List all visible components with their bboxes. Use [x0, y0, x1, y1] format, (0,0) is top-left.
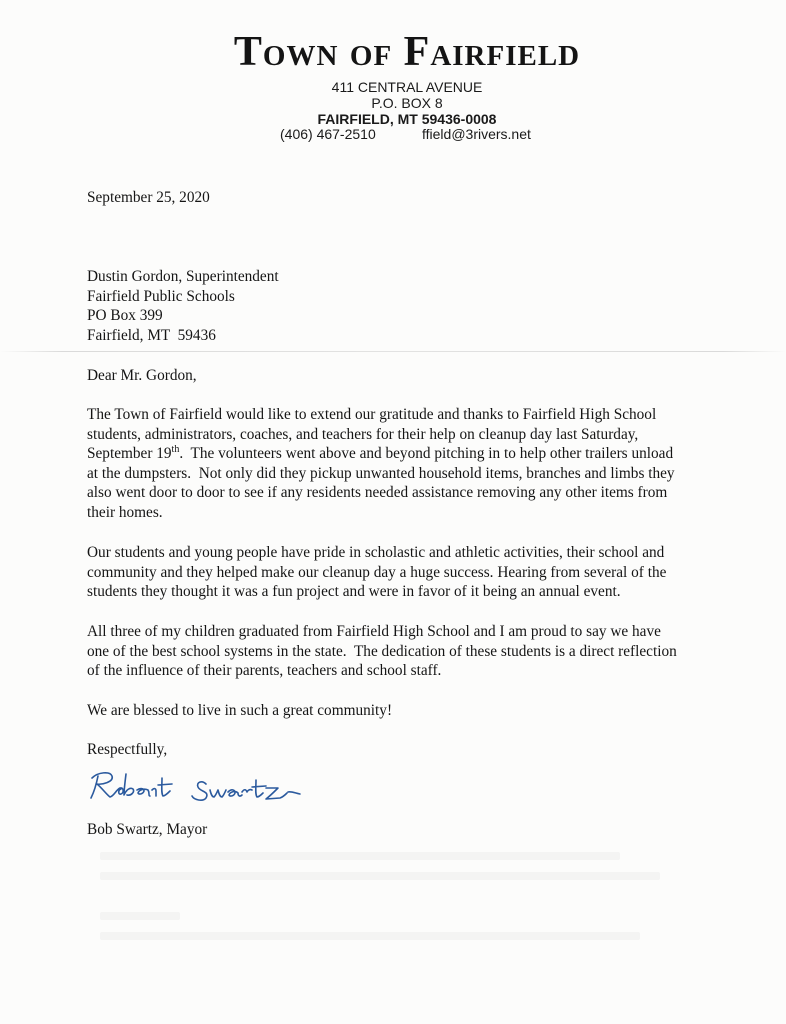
recipient-name-title: Dustin Gordon, Superintendent	[87, 268, 279, 285]
letterhead-title: Town of Fairfield	[233, 29, 581, 75]
salutation: Dear Mr. Gordon,	[87, 367, 197, 384]
signer-name-title: Bob Swartz, Mayor	[87, 821, 208, 838]
paragraph-line: community and they helped make our cleanup day a huge success. Hearing from several of the	[87, 563, 667, 581]
paragraph-line: one of the best school systems in the state. The dedication of these students is a direct reflection	[87, 642, 677, 660]
bleed-through-mark	[100, 872, 660, 880]
paragraph-line: students they thought it was a fun project and were in favor of it being an annual event.	[87, 583, 621, 601]
letterhead-email: ffield@3rivers.net	[422, 126, 531, 142]
paragraph-line: of the influence of their parents, teachers and school staff.	[87, 662, 442, 680]
closing: Respectfully,	[87, 741, 168, 758]
paragraph-line: The Town of Fairfield would like to extend our gratitude and thanks to Fairfield High School	[87, 406, 657, 423]
date-text: September 19	[87, 445, 172, 463]
signature-strokes	[91, 773, 300, 800]
ordinal-suffix: th	[171, 444, 180, 456]
bleed-through-mark	[100, 912, 180, 920]
bleed-through-mark	[100, 852, 620, 860]
letterhead-phone: (406) 467-2510	[280, 126, 376, 142]
paragraph-line: students, administrators, coaches, and teachers for their help on cleanup day last Saturday,	[87, 425, 639, 443]
letterhead-po-box: P.O. BOX 8	[371, 95, 443, 111]
body-paragraph-4: We are blessed to live in such a great community!	[87, 702, 393, 719]
letter-date: September 25, 2020	[87, 189, 210, 206]
recipient-city-state-zip: Fairfield, MT 59436	[87, 327, 216, 344]
paragraph-line: also went door to door to see if any residents needed assistance removing any other items from	[87, 484, 668, 502]
body-paragraph-1	[87, 405, 727, 523]
letterhead-street: 411 CENTRAL AVENUE	[331, 79, 483, 95]
recipient-po-box: PO Box 399	[87, 307, 163, 324]
bleed-through-mark	[100, 932, 640, 940]
letterhead-city-state-zip: FAIRFIELD, MT 59436-0008	[317, 111, 497, 127]
paragraph-line: All three of my children graduated from Fairfield High School and I am proud to say we have	[87, 623, 661, 640]
paper-fold-line	[0, 351, 786, 352]
body-paragraph-3	[87, 622, 727, 681]
paragraph-line: at the dumpsters. Not only did they pickup unwanted household items, branches and limbs they	[87, 464, 675, 482]
handwritten-signature	[88, 766, 308, 812]
paragraph-line: their homes.	[87, 503, 163, 521]
sentence-text: . The volunteers went above and beyond pitching in to help other trailers unload	[179, 445, 674, 463]
paragraph-line: Our students and young people have pride in scholastic and athletic activities, their school and	[87, 544, 665, 561]
body-paragraph-2	[87, 543, 727, 602]
recipient-organization: Fairfield Public Schools	[87, 288, 235, 305]
paragraph-line	[87, 444, 727, 464]
